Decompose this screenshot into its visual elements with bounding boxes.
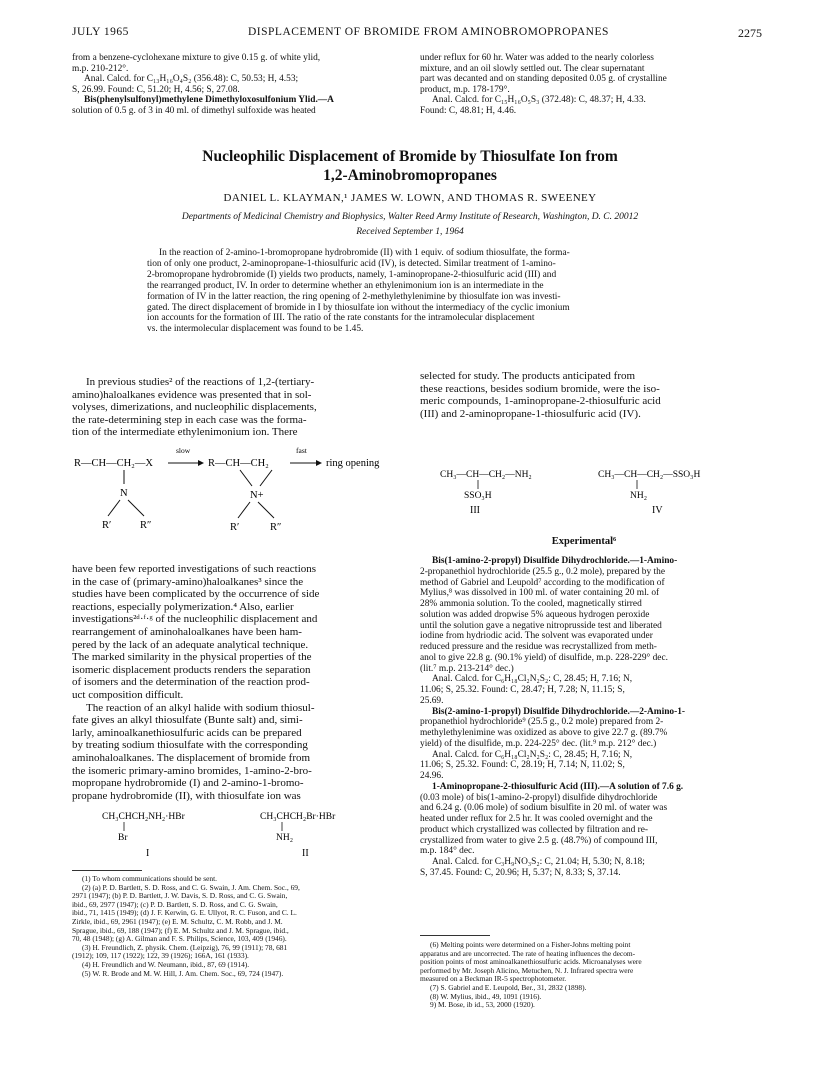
text-line: mixture, and an oil slowly settled out. The clear supernatant xyxy=(420,63,645,74)
body-line: propane hydrobromide (II), with thiosulfate ion was xyxy=(72,789,301,802)
arrow-head xyxy=(198,460,204,466)
prev-article-right xyxy=(420,53,750,117)
exp-line: yield) of the disulfide, m.p. 224-225° dec. (lit.⁹ m.p. 212° dec.) xyxy=(420,738,657,749)
footnote: (3) H. Freundlich, Z. physik. Chem. (Leipzig), 76, 99 (1911); 78, 681 xyxy=(82,942,288,952)
page-number: 2275 xyxy=(738,26,762,40)
exp-line: 24.96. xyxy=(420,771,444,781)
article-title xyxy=(60,147,760,185)
exp-line: propanethiol hydrochloride⁹ (25.5 g., 0.2 mole) prepared from 2- xyxy=(420,717,664,728)
compound-i-label: I xyxy=(146,848,150,859)
compound-ii-label: II xyxy=(302,848,309,859)
footnote: (5) W. R. Brode and M. W. Hill, J. Am. Chem. Soc., 69, 724 (1947). xyxy=(82,968,284,978)
body-line: reactions, especially polymerization.⁴ Also, earlier xyxy=(72,600,294,613)
body-line: fate gives an alkyl thiosulfate (Bunte salt) and, simi- xyxy=(72,714,303,727)
footnote: ibid., 69, 2977 (1947); (c) P. D. Bartlett, S. D. Ross, and C. G. Swain, xyxy=(72,899,278,909)
footnotes-right xyxy=(420,941,750,1010)
footnote: (2) (a) P. D. Bartlett, S. D. Ross, and C. G. Swain, J. Am. Chem. Soc., 69, xyxy=(82,882,300,892)
footnote: performed by Mr. Joseph Alicino, Metuchen, N. J. Infrared spectra were xyxy=(420,965,634,975)
exp-line: 1-Aminopropane-2-thiosulfuric Acid (III).—A solution of 7.6 g. xyxy=(432,781,684,792)
compound-i-formula: CH₃CHCH₂NH₂·HBr xyxy=(102,812,185,822)
footnote-rule xyxy=(72,870,142,871)
footnote-rule xyxy=(420,935,490,936)
affiliation: Departments of Medicinal Chemistry and Biophysics, Walter Reed Army Institute of Research, Washington, D. C. 20012 xyxy=(181,212,639,222)
text-line: Found: C, 48.81; H, 4.46. xyxy=(420,105,517,116)
title-line-1: Nucleophilic Displacement of Bromide by Thiosulfate Ion from xyxy=(202,148,618,165)
exp-line: 11.06; S, 25.32. Found: C, 28.47; H, 7.28; N, 11.15; S, xyxy=(420,685,625,695)
exp-line: reduced pressure and the residue was recrystallized from meth- xyxy=(420,642,657,652)
body-line: amino)haloalkanes evidence was presented that in sol- xyxy=(72,388,312,401)
footnote: (7) S. Gabriel and E. Leupold, Ber., 31, 2832 (1898). xyxy=(430,982,587,992)
exp-line: 11.06; S, 25.32. Found: C, 28.19; H, 7.14; N, 11.02; S, xyxy=(420,760,625,771)
footnote: Sprague, ibid., 69, 188 (1947); (f) E. M. Schultz and J. M. Sprague, ibid., xyxy=(72,925,289,935)
text-line: m.p. 210-212°. xyxy=(72,63,129,74)
exp-line: (lit.⁷ m.p. 213-214° dec.) xyxy=(420,663,514,674)
arrow-label-slow: slow xyxy=(176,446,191,455)
body-line: In previous studies² of the reactions of 1,2-(tertiary- xyxy=(86,376,315,388)
exp-line: crystallized from water to give 2.5 g. (48.7%) of compound III, xyxy=(420,835,658,846)
footnote: position points of most aminoalkanethiosulfuric acids. Microanalyses were xyxy=(420,957,642,967)
abstract-line: In the reaction of 2-amino-1-bromopropane hydrobromide (II) with 1 equiv. of sodium thiosulfate, the forma- xyxy=(159,248,570,258)
text-line: Anal. Calcd. for C₁₃H₁₆O₄S₂ (356.48): C, 50.53; H, 4.53; xyxy=(84,74,299,85)
abstract-line: 2-bromopropane hydrobromide (I) yields two products, namely, 1-aminopropane-2-thiosulfuric acid (III) and xyxy=(147,269,557,280)
exp-line: methylethylenimine was oxidized as above to give 22.7 g. (89.7% xyxy=(420,728,668,738)
footnotes-left xyxy=(72,875,402,978)
footnote: measured on a Beckman IR-5 spectrophotometer. xyxy=(420,974,567,984)
body-line: rearrangement of aminohaloalkanes have been ham- xyxy=(72,625,302,638)
body-line: mopropane hydrobromide (I) and 2-amino-1-bromo- xyxy=(72,777,304,790)
exp-line: S, 37.45. Found: C, 20.96; H, 5.37; N, 8.33; S, 37.14. xyxy=(420,867,621,878)
compound-ii-formula: CH₃CHCH₂Br·HBr xyxy=(260,812,336,822)
exp-line: iodine from hydriodic acid. The solvent was evaporated under xyxy=(420,631,653,642)
body-line: aminohaloalkanes. The displacement of bromide from xyxy=(72,751,311,764)
footnote: (4) H. Freundlich and W. Neumann, ibid., 87, 69 (1914). xyxy=(82,959,250,969)
abstract-line: ion accounts for the formation of III. The ratio of the rate constants for the intramolecular displacement xyxy=(147,313,535,324)
body-line: the isomeric primary-amino bromides, 1-amino-2-bro- xyxy=(72,764,312,777)
text-line: part was decanted and on standing deposited 0.05 g. of crystalline xyxy=(420,74,667,85)
footnote: Zirkle, ibid., 69, 2961 (1947); (e) E. M. Schultz, C. M. Robb, and J. M. xyxy=(72,916,283,926)
body-line: meric compounds, 1-aminopropane-2-thiosulfuric acid xyxy=(420,395,661,408)
text-line: under reflux for 60 hr. Water was added to the nearly colorless xyxy=(420,53,654,63)
body-line: uct composition difficult. xyxy=(72,688,184,701)
body-line: the rate-determining step in each case was the forma- xyxy=(72,413,307,426)
abstract-line: tion of only one product, 2-aminopropane-1-thiosulfuric acid (IV), is detected. Similar treatment of 1-amino- xyxy=(147,258,556,269)
exp-line: Anal. Calcd. for C₆H₁₈Cl₂N₂S₂: C, 28.45; H, 7.16; N, xyxy=(432,674,633,685)
footnote: ibid., 71, 1415 (1949); (d) J. F. Kerwin, G. E. Ullyot, R. C. Fuson, and C. L. xyxy=(72,908,297,918)
exp-line: Anal. Calcd. for C₆H₁₈Cl₂N₂S₂: C, 28.45; H, 7.16; N, xyxy=(432,749,633,760)
scheme-right: ring opening xyxy=(326,458,380,469)
compound-ii-sub: NH₂ xyxy=(276,833,294,843)
scheme-left: R—CH—CH₂—X xyxy=(74,458,153,469)
compound-iv-sub: NH₂ xyxy=(630,491,648,501)
scheme-r3: R′ xyxy=(230,522,240,533)
body-line: tion of the intermediate ethylenimonium ion. There xyxy=(72,426,298,439)
authors: DANIEL L. KLAYMAN,¹ JAMES W. LOWN, AND THOMAS R. SWEENEY xyxy=(223,192,597,204)
exp-line: product which crystallized was collected by filtration and re- xyxy=(420,824,649,835)
body-line: by treating sodium thiosulfate with the corresponding xyxy=(72,739,308,752)
arrow-head xyxy=(316,460,322,466)
scheme-middle: R—CH—CH₂ xyxy=(208,458,269,469)
scheme-r4: R″ xyxy=(270,522,282,533)
compounds-i-ii xyxy=(72,808,399,866)
header-title: DISPLACEMENT OF BROMIDE FROM AMINOBROMOPROPANES xyxy=(248,26,609,38)
body-line: studies have been complicated by the occurrence of side xyxy=(72,588,320,601)
body-line: The marked similarity in the physical properties of the xyxy=(72,651,312,664)
received-date: Received September 1, 1964 xyxy=(356,227,464,237)
arrow-label-fast: fast xyxy=(296,446,307,455)
text-line: from a benzene-cyclohexane mixture to give 0.15 g. of white ylid, xyxy=(72,53,321,63)
exp-line: 2-propanethiol hydrochloride (25.5 g., 0.2 mole), prepared by the xyxy=(420,566,665,577)
footnote: 2971 (1947); (b) P. D. Bartlett, J. W. Davis, S. D. Ross, and C. G. Swain, xyxy=(72,891,288,901)
abstract-line: the rearranged product, IV. In order to determine whether an ethylenimonium ion is an intermediate in the xyxy=(147,280,544,291)
running-header xyxy=(72,26,762,42)
abstract-line: vs. the intermolecular displacement was found to be 1.45. xyxy=(147,324,364,335)
text-line: solution of 0.5 g. of 3 in 40 ml. of dimethyl sulfoxide was heated xyxy=(72,105,316,116)
footnote: (1) To whom communications should be sent. xyxy=(82,874,218,883)
body-line: in the case of (primary-amino)haloalkanes³ since the xyxy=(72,575,304,588)
footnote: (6) Melting points were determined on a Fisher-Johns melting point xyxy=(430,940,631,949)
experimental-section xyxy=(420,556,748,879)
left-column-body xyxy=(72,563,399,802)
compound-iv-label: IV xyxy=(652,505,663,516)
body-line: have been few reported investigations of such reactions xyxy=(72,563,317,575)
body-line: pered by the lack of an adequate analytical technique. xyxy=(72,638,309,651)
scheme-n-mid: N+ xyxy=(250,490,264,501)
exp-line: method of Gabriel and Leupold⁷ according to the modification of xyxy=(420,577,665,588)
text-line: S, 26.99. Found: C, 51.20; H, 4.56; S, 27.08. xyxy=(72,84,240,95)
intro-paragraph xyxy=(72,376,399,439)
footnote: 9) M. Bose, ib id., 53, 2000 (1920). xyxy=(430,1000,535,1010)
compounds-iii-iv xyxy=(420,466,750,524)
scheme-r1: R′ xyxy=(102,520,112,531)
body-line: these reactions, besides sodium bromide, were the iso- xyxy=(420,382,660,395)
abstract-line: gated. The direct displacement of bromide in I by thiosulfate ion without the intermediacy of the cyclic imonium xyxy=(147,302,570,313)
compound-iii-sub: SSO₃H xyxy=(464,491,492,501)
exp-line: anol to give 22.8 g. (90.1% yield) of disulfide, m.p. 228-229° dec. xyxy=(420,652,668,663)
header-date: JULY 1965 xyxy=(72,26,129,38)
exp-line: Bis(1-amino-2-propyl) Disulfide Dihydrochloride.—1-Amino- xyxy=(432,556,678,566)
text-line: Anal. Calcd. for C₁₅H₁₆O₅S₃ (372.48): C, 48.37; H, 4.33. xyxy=(432,95,646,106)
compound-i-sub: Br xyxy=(118,833,128,843)
exp-line: solution was added dropwise 5% aqueous hydrogen peroxide xyxy=(420,609,650,620)
compound-iv-formula: CH₃—CH—CH₂—SSO₃H xyxy=(598,470,701,480)
reaction-scheme xyxy=(72,440,399,558)
footnote: 70, 48 (1948); (g) A. Gilman and F. S. Philips, Science, 103, 409 (1946). xyxy=(72,934,287,944)
exp-line: m.p. 184° dec. xyxy=(420,846,475,857)
compound-iii-label: III xyxy=(470,505,480,516)
exp-line: Mylius,⁸ was dissolved in 100 ml. of water containing 20 ml. of xyxy=(420,588,660,599)
experimental-heading: Experimental⁶ xyxy=(551,536,617,547)
body-line: investigations²ᵈ·ᶠ·ᵍ of the nucleophilic displacement and xyxy=(72,613,318,626)
body-line: isomeric displacement products renders the separation xyxy=(72,663,311,676)
exp-line: Anal. Calcd. for C₃H₉NO₃S₂: C, 21.04; H, 5.30; N, 8.18; xyxy=(432,857,645,867)
body-line: volyses, dimerizations, and nucleophilic displacements, xyxy=(72,401,317,414)
footnote: (1912); 109, 117 (1922); 122, 39 (1926); 166A, 161 (1933). xyxy=(72,951,249,961)
exp-line: 25.69. xyxy=(420,695,444,706)
exp-line: Bis(2-amino-1-propyl) Disulfide Dihydrochloride.—2-Amino-1- xyxy=(432,706,686,717)
footnote: apparatus and are uncorrected. The rate of heating influences the decom- xyxy=(420,948,636,958)
text-line: Bis(phenylsulfonyl)methylene Dimethyloxosulfonium Ylid.—A xyxy=(84,95,334,106)
right-column-intro xyxy=(420,370,748,420)
abstract-line: formation of IV in the latter reaction, the ring opening of 2-methylethylenimine by thiosulfate ion was investi- xyxy=(147,291,561,302)
prev-article-left xyxy=(72,53,402,117)
scheme-r2: R″ xyxy=(140,520,152,531)
compound-iii-formula: CH₃—CH—CH₂—NH₂ xyxy=(440,470,532,480)
footnote: (8) W. Mylius, ibid., 49, 1091 (1916). xyxy=(430,991,542,1001)
exp-line: (0.03 mole) of bis(1-amino-2-propyl) disulfide dihydrochloride xyxy=(420,792,658,803)
body-line: selected for study. The products anticipated from xyxy=(420,370,636,382)
exp-line: and 6.24 g. (0.06 mole) of sodium bisulfite in 20 ml. of water was xyxy=(420,803,668,814)
exp-line: 28% ammonia solution. To the cooled, magnetically stirred xyxy=(420,599,642,609)
body-line: of isomers and the determination of the reaction prod- xyxy=(72,676,310,689)
abstract xyxy=(147,248,672,335)
body-line: The reaction of an alkyl halide with sodium thiosul- xyxy=(86,701,315,714)
text-line: product, m.p. 178-179°. xyxy=(420,84,510,95)
scheme-n-left: N xyxy=(120,488,128,499)
body-line: larly, aminoalkanethiosulfuric acids can be prepared xyxy=(72,726,302,739)
body-line: (III) and 2-aminopropane-1-thiosulfuric acid (IV). xyxy=(420,407,641,420)
exp-line: heated under reflux for 2.5 hr. It was cooled overnight and the xyxy=(420,814,653,824)
title-line-2: 1,2-Aminobromopropanes xyxy=(323,167,497,184)
exp-line: until the solution gave a negative nitroprusside test and liberated xyxy=(420,620,662,631)
